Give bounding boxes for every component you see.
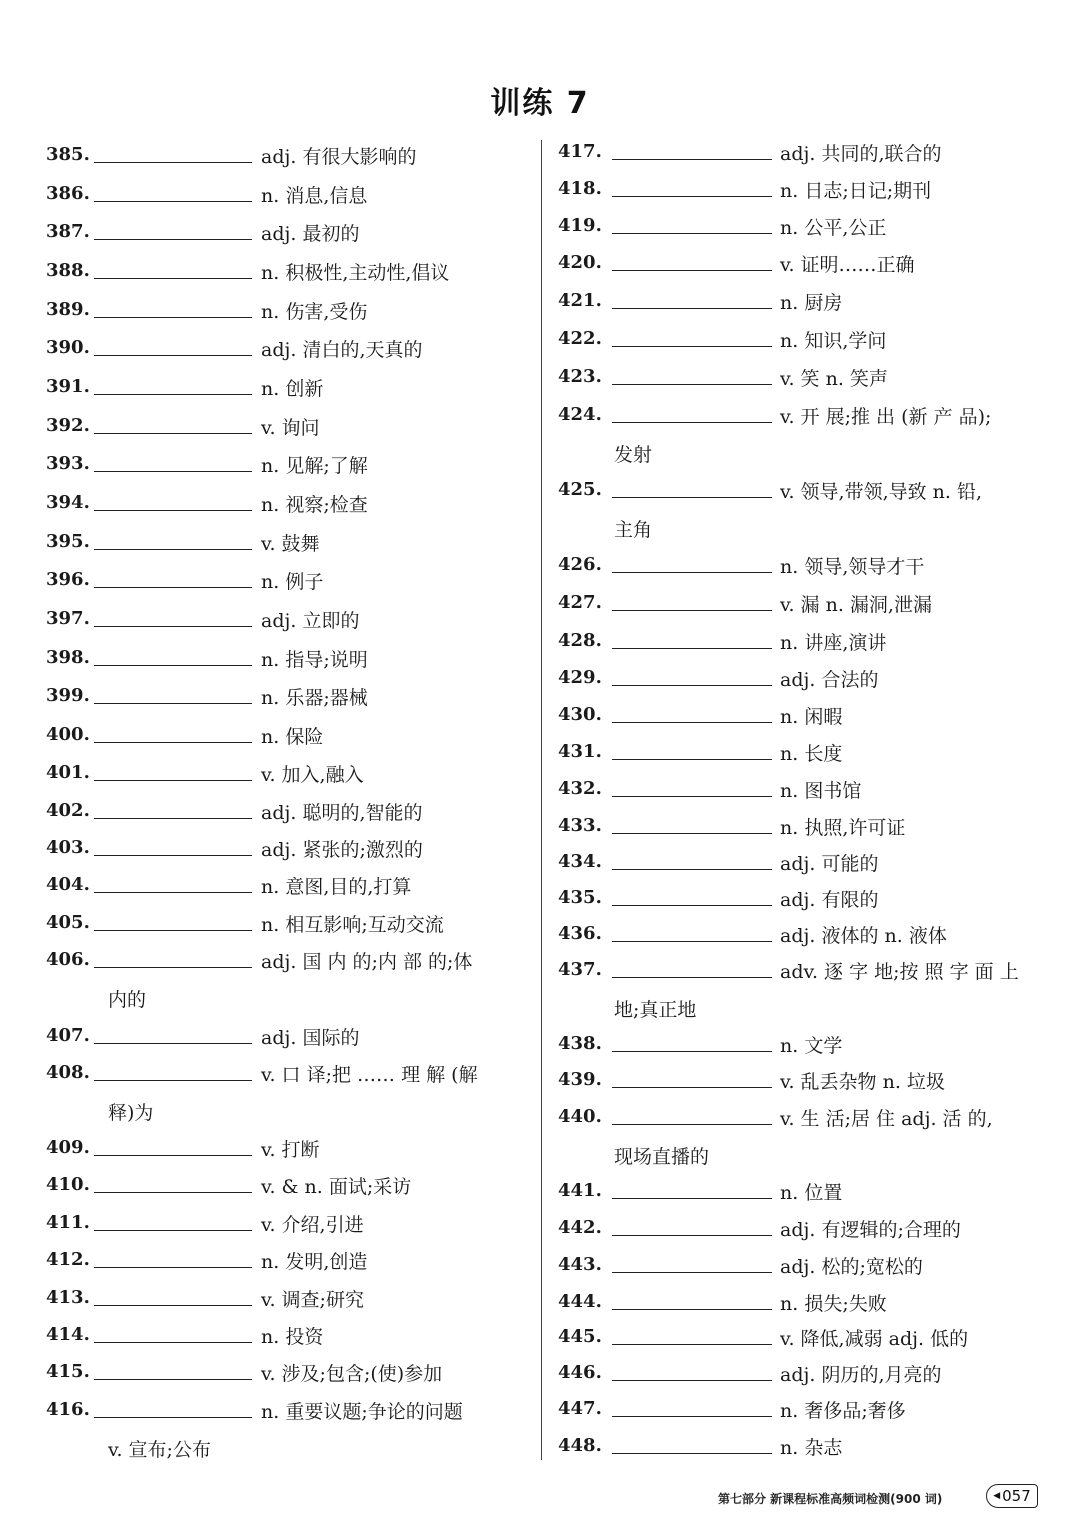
answer-blank[interactable] [612,1272,772,1273]
answer-blank[interactable] [94,587,252,588]
entry-number: 428. [558,630,602,651]
vocab-entry [46,1355,526,1389]
answer-blank[interactable] [94,665,252,666]
entry-definition: adv. 逐 字 地;按 照 字 面 上 [780,961,1019,983]
answer-blank[interactable] [612,159,772,160]
entry-definition: v. 证明……正确 [780,254,915,276]
vocab-entry [46,1243,526,1277]
page-title: 训练 7 [490,86,590,121]
entry-definition-continued: 主角 [614,519,653,541]
entry-definition: n. 讲座,演讲 [780,632,887,654]
entry-definition: adj. 国际的 [261,1027,360,1049]
answer-blank[interactable] [94,317,252,318]
entry-number: 387. [46,221,90,242]
vocab-entry [558,772,1048,806]
entry-definition: v. 开 展;推 出 (新 产 品); [780,406,992,428]
entry-definition: v. 口 译;把 …… 理 解 (解 [261,1064,478,1086]
entry-definition: v. 乱丢杂物 n. 垃圾 [780,1071,945,1093]
answer-blank[interactable] [612,610,772,611]
answer-blank[interactable] [94,1267,252,1268]
entry-number: 422. [558,328,602,349]
entry-definition: adj. 国 内 的;内 部 的;体 [261,951,473,973]
vocab-entry [558,917,1048,951]
vocab-entry [46,679,526,713]
entry-definition: v. 涉及;包含;(使)参加 [261,1363,443,1385]
entry-definition: n. 文学 [780,1035,843,1057]
vocab-entry [558,1356,1048,1390]
entry-definition-continued: 内的 [108,989,147,1011]
entry-number: 420. [558,252,602,273]
entry-number: 394. [46,492,90,513]
answer-blank[interactable] [612,1087,772,1088]
entry-number: 429. [558,667,602,688]
vocab-entry [46,409,526,443]
entry-definition: n. 指导;说明 [261,649,368,671]
vocab-entry [46,756,526,790]
vocab-entry [558,135,1048,169]
entry-definition: n. 意图,目的,打算 [261,876,412,898]
vocab-entry [46,293,526,327]
entry-definition: adj. 紧张的;激烈的 [261,839,423,861]
vocab-entry [558,360,1048,394]
entry-definition: n. 创新 [261,378,324,400]
entry-number: 409. [46,1137,90,1158]
entry-number: 411. [46,1212,90,1233]
entry-number: 400. [46,724,90,745]
entry-definition: n. 长度 [780,743,843,765]
entry-definition: v. 加入,融入 [261,764,364,786]
entry-definition: adj. 有很大影响的 [261,146,417,168]
vocab-entry [46,486,526,520]
vocab-entry [46,794,526,828]
answer-blank[interactable] [612,270,772,271]
vocab-entry [46,254,526,288]
entry-definition: n. 伤害,受伤 [261,301,368,323]
entry-definition: n. 闲暇 [780,706,843,728]
answer-blank[interactable] [612,685,772,686]
entry-number: 432. [558,778,602,799]
entry-definition: adj. 阴历的,月亮的 [780,1364,942,1386]
answer-blank[interactable] [612,1309,772,1310]
entry-number: 448. [558,1435,602,1456]
vocab-entry [558,1285,1048,1319]
entry-number: 444. [558,1291,602,1312]
entry-number: 393. [46,453,90,474]
vocab-entry [558,473,1048,541]
vocab-entry [558,586,1048,620]
entry-definition: n. 日志;日记;期刊 [780,180,932,202]
footer-section-title: 第七部分 新课程标准高频词检测(900 词) [718,1492,943,1506]
entry-definition: v. & n. 面试;采访 [261,1176,412,1198]
left-arrow-icon: ◀ [993,1491,1001,1501]
answer-blank[interactable] [94,780,252,781]
answer-blank[interactable] [94,892,252,893]
entry-definition: adj. 松的;宽松的 [780,1256,923,1278]
vocab-entry [46,1281,526,1315]
vocab-entry [558,1392,1048,1426]
vocab-entry [46,1056,526,1124]
answer-blank[interactable] [612,796,772,797]
answer-blank[interactable] [612,1051,772,1052]
answer-blank[interactable] [94,239,252,240]
entry-number: 423. [558,366,602,387]
entry-number: 425. [558,479,602,500]
vocab-entry [46,831,526,865]
answer-blank[interactable] [94,433,252,434]
entry-number: 418. [558,178,602,199]
answer-blank[interactable] [612,233,772,234]
vocab-entry [46,177,526,211]
vocab-entry [558,698,1048,732]
entry-definition: n. 厨房 [780,292,843,314]
vocab-entry [46,1206,526,1240]
answer-blank[interactable] [612,759,772,760]
vocab-entry [46,943,526,1011]
entry-number: 431. [558,741,602,762]
vocab-entry [46,718,526,752]
answer-blank[interactable] [94,1080,252,1081]
entry-definition: n. 乐器;器械 [261,687,368,709]
answer-blank[interactable] [94,394,252,395]
vocab-entry [558,1429,1048,1463]
answer-blank[interactable] [612,1344,772,1345]
vocab-entry [46,525,526,559]
vocab-entry [558,1100,1048,1168]
entry-number: 396. [46,569,90,590]
answer-blank[interactable] [612,572,772,573]
entry-number: 397. [46,608,90,629]
entry-number: 430. [558,704,602,725]
answer-blank[interactable] [94,1155,252,1156]
answer-blank[interactable] [94,278,252,279]
vocab-entry [558,1211,1048,1245]
entry-number: 395. [46,531,90,552]
entry-definition: n. 消息,信息 [261,185,368,207]
vocab-entry [46,138,526,172]
entry-number: 440. [558,1106,602,1127]
answer-blank[interactable] [94,1305,252,1306]
entry-number: 419. [558,215,602,236]
entry-definition-continued: 发射 [614,444,653,466]
entry-number: 447. [558,1398,602,1419]
entry-definition: n. 领导,领导才干 [780,556,925,578]
entry-definition: adj. 液体的 n. 液体 [780,925,947,947]
entry-definition: v. 领导,带领,导致 n. 铅, [780,481,983,503]
entry-definition: v. 询问 [261,417,320,439]
entry-definition: n. 发明,创造 [261,1251,368,1273]
vocab-entry [558,624,1048,658]
page-number-badge [986,1484,1038,1508]
entry-definition-continued: v. 宣布;公布 [108,1439,211,1461]
entry-number: 413. [46,1287,90,1308]
vocab-entry [558,881,1048,915]
entry-definition-continued: 释)为 [108,1102,154,1124]
answer-blank[interactable] [612,422,772,423]
answer-blank[interactable] [94,1192,252,1193]
vocab-entry [46,906,526,940]
entry-number: 402. [46,800,90,821]
entry-number: 446. [558,1362,602,1383]
answer-blank[interactable] [612,869,772,870]
entry-number: 388. [46,260,90,281]
entry-number: 401. [46,762,90,783]
entry-definition: n. 相互影响;互动交流 [261,914,444,936]
entry-number: 435. [558,887,602,908]
vocab-entry [46,602,526,636]
entry-definition: v. 打断 [261,1139,320,1161]
entry-number: 442. [558,1217,602,1238]
vocab-entry [46,1393,526,1461]
answer-blank[interactable] [94,855,252,856]
entry-number: 408. [46,1062,90,1083]
entry-number: 417. [558,141,602,162]
entry-definition: n. 视察;检查 [261,494,368,516]
answer-blank[interactable] [612,722,772,723]
entry-definition: n. 保险 [261,726,324,748]
entry-definition: adj. 有逻辑的;合理的 [780,1219,961,1241]
entry-number: 390. [46,337,90,358]
column-divider [541,140,542,1460]
entry-number: 386. [46,183,90,204]
entry-number: 416. [46,1399,90,1420]
entry-definition: v. 生 活;居 住 adj. 活 的, [780,1108,993,1130]
entry-number: 391. [46,376,90,397]
answer-blank[interactable] [612,1380,772,1381]
answer-blank[interactable] [612,1453,772,1454]
answer-blank[interactable] [94,201,252,202]
answer-blank[interactable] [94,703,252,704]
vocab-entry [558,845,1048,879]
entry-number: 443. [558,1254,602,1275]
entry-definition: n. 重要议题;争论的问题 [261,1401,463,1423]
answer-blank[interactable] [612,346,772,347]
entry-definition: n. 损失;失败 [780,1293,887,1315]
answer-blank[interactable] [612,1198,772,1199]
entry-definition: n. 图书馆 [780,780,862,802]
vocab-entry [46,1019,526,1053]
entry-definition: adj. 共同的,联合的 [780,143,942,165]
entry-number: 392. [46,415,90,436]
answer-blank[interactable] [612,648,772,649]
answer-blank[interactable] [94,1379,252,1380]
entry-number: 399. [46,685,90,706]
entry-definition: adj. 合法的 [780,669,879,691]
entry-number: 427. [558,592,602,613]
vocab-entry [46,370,526,404]
answer-blank[interactable] [94,549,252,550]
entry-number: 403. [46,837,90,858]
entry-number: 434. [558,851,602,872]
entry-number: 389. [46,299,90,320]
entry-number: 385. [46,144,90,165]
answer-blank[interactable] [612,308,772,309]
answer-blank[interactable] [612,1416,772,1417]
entry-number: 414. [46,1324,90,1345]
entry-definition-continued: 现场直播的 [614,1146,710,1168]
entry-definition: adj. 可能的 [780,853,879,875]
vocab-entry [46,1318,526,1352]
entry-number: 421. [558,290,602,311]
entry-definition: n. 执照,许可证 [780,817,906,839]
answer-blank[interactable] [612,905,772,906]
entry-number: 405. [46,912,90,933]
vocab-entry [46,641,526,675]
entry-number: 398. [46,647,90,668]
entry-definition: n. 杂志 [780,1437,843,1459]
entry-definition: v. 降低,减弱 adj. 低的 [780,1328,969,1350]
vocab-entry [558,246,1048,280]
answer-blank[interactable] [94,818,252,819]
entry-definition-continued: 地;真正地 [614,999,697,1021]
answer-blank[interactable] [94,471,252,472]
entry-definition: n. 奢侈品;奢侈 [780,1400,906,1422]
answer-blank[interactable] [612,384,772,385]
entry-number: 436. [558,923,602,944]
answer-blank[interactable] [94,930,252,931]
answer-blank[interactable] [94,162,252,163]
entry-definition: v. 调查;研究 [261,1289,364,1311]
entry-number: 437. [558,959,602,980]
answer-blank[interactable] [612,941,772,942]
entry-number: 441. [558,1180,602,1201]
vocab-entry [46,1131,526,1165]
vocab-entry [558,1320,1048,1354]
vocab-entry [558,1027,1048,1061]
answer-blank[interactable] [94,967,252,968]
answer-blank[interactable] [612,977,772,978]
entry-definition: n. 知识,学问 [780,330,887,352]
vocab-entry [46,447,526,481]
vocab-entry [558,1174,1048,1208]
entry-definition: adj. 立即的 [261,610,360,632]
entry-definition: n. 见解;了解 [261,455,368,477]
vocab-entry [558,1248,1048,1282]
entry-definition: v. 鼓舞 [261,533,320,555]
answer-blank[interactable] [94,1342,252,1343]
entry-number: 412. [46,1249,90,1270]
vocab-entry [558,735,1048,769]
entry-number: 433. [558,815,602,836]
entry-definition: v. 笑 n. 笑声 [780,368,888,390]
entry-definition: adj. 聪明的,智能的 [261,802,423,824]
vocab-entry [558,1063,1048,1097]
entry-number: 406. [46,949,90,970]
answer-blank[interactable] [94,510,252,511]
page-number: 057 [1002,1487,1031,1505]
vocab-entry [46,331,526,365]
entry-definition: n. 投资 [261,1326,324,1348]
answer-blank[interactable] [612,833,772,834]
vocab-entry [558,322,1048,356]
answer-blank[interactable] [612,497,772,498]
vocab-entry [46,215,526,249]
answer-blank[interactable] [94,1230,252,1231]
entry-definition: n. 例子 [261,571,324,593]
entry-number: 426. [558,554,602,575]
vocab-entry [46,563,526,597]
entry-number: 439. [558,1069,602,1090]
vocab-entry [558,172,1048,206]
entry-definition: adj. 最初的 [261,223,360,245]
entry-definition: n. 位置 [780,1182,843,1204]
entry-number: 445. [558,1326,602,1347]
answer-blank[interactable] [94,1043,252,1044]
vocab-entry [558,209,1048,243]
vocab-entry [558,809,1048,843]
answer-blank[interactable] [94,1417,252,1418]
entry-definition: v. 介绍,引进 [261,1214,364,1236]
entry-number: 410. [46,1174,90,1195]
vocab-entry [558,548,1048,582]
answer-blank[interactable] [612,1124,772,1125]
entry-number: 404. [46,874,90,895]
answer-blank[interactable] [94,626,252,627]
answer-blank[interactable] [612,1235,772,1236]
vocab-entry [558,953,1048,1021]
vocab-entry [558,398,1048,466]
vocab-entry [46,868,526,902]
answer-blank[interactable] [612,196,772,197]
vocab-entry [558,661,1048,695]
entry-definition: n. 公平,公正 [780,217,887,239]
vocab-entry [558,284,1048,318]
entry-number: 424. [558,404,602,425]
entry-definition: n. 积极性,主动性,倡议 [261,262,450,284]
entry-number: 407. [46,1025,90,1046]
entry-number: 438. [558,1033,602,1054]
entry-definition: adj. 有限的 [780,889,879,911]
entry-definition: adj. 清白的,天真的 [261,339,423,361]
entry-definition: v. 漏 n. 漏洞,泄漏 [780,594,932,616]
vocab-entry [46,1168,526,1202]
answer-blank[interactable] [94,355,252,356]
answer-blank[interactable] [94,742,252,743]
entry-number: 415. [46,1361,90,1382]
